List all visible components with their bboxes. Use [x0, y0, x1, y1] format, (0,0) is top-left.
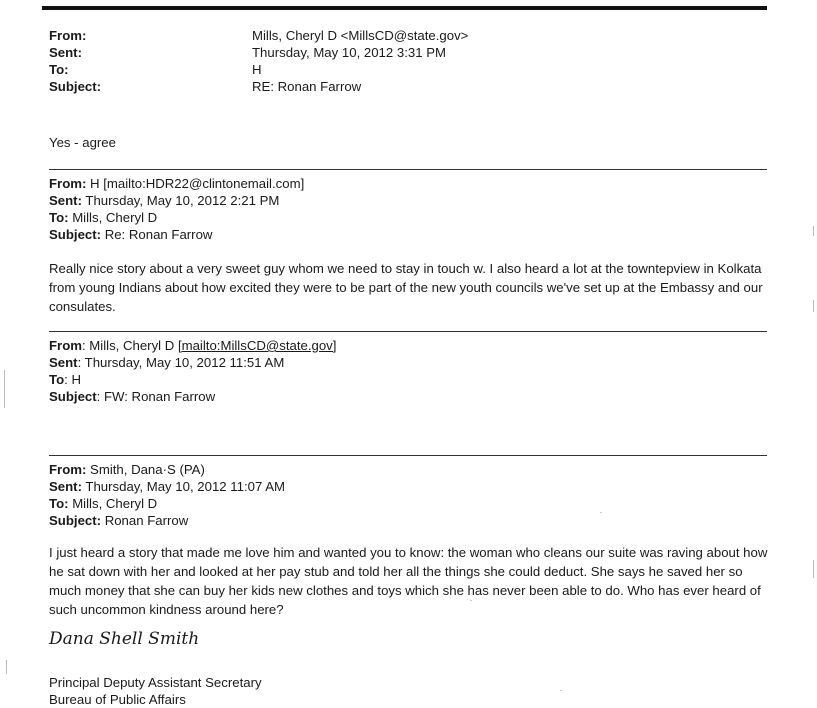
msg2-from-label: From:: [49, 176, 87, 191]
to-value: H: [252, 62, 262, 77]
scan-speck-2: [600, 512, 602, 513]
msg3-to-value: : H: [64, 372, 81, 387]
sent-label: Sent:: [49, 45, 82, 60]
message-2-body: Really nice story about a very sweet guy whom we need to stay in touch w. I also heard a lot at the towntерview in Kolkata from young Indians about how excited they were to be part of the new youth councils we've set up at the Embassy and our consulates.: [49, 261, 763, 314]
signature-title: Principal Deputy Assistant Secretary: [49, 675, 262, 690]
msg2-subject-value: Re: Ronan Farrow: [101, 227, 213, 242]
scan-mark-right-1: [813, 226, 814, 236]
scan-mark-right-2: [813, 300, 814, 312]
email-header: [49, 27, 749, 95]
header-from-row: [49, 27, 749, 44]
msg3-from-link[interactable]: [mailto:MillsCD@state.gov]: [177, 338, 337, 353]
subject-value: RE: Ronan Farrow: [252, 79, 362, 94]
msg3-to-label: To: [49, 372, 65, 387]
msg2-to-label: To:: [49, 210, 69, 225]
msg4-subject-label: Subject:: [49, 513, 102, 528]
scan-speck-1: [560, 690, 562, 691]
msg3-from-label: From: [49, 338, 82, 353]
message-4-body: I just heard a story that made me love him and wanted you to know: the woman who cleans our suite was raving about how he sat down with her and looked at her pay stub and told her all the things she could deduct. She says he saved her so much money that she can buy her kids new clothes and toys which she has never been able to do. Who has ever heard of such uncommon kindness around here?: [49, 545, 768, 617]
msg4-to-label: To:: [49, 496, 69, 511]
msg3-sent-label: Sent: [49, 355, 78, 370]
scan-speck-3: [470, 600, 472, 601]
message-3-header: [49, 337, 769, 405]
scan-mark-right-3: [813, 560, 814, 578]
scan-mark-left: [4, 370, 5, 408]
top-rule: [42, 6, 767, 10]
from-value: Mills, Cheryl D <MillsCD@state.gov>: [252, 28, 469, 43]
msg2-to-value: Mills, Cheryl D: [68, 210, 158, 225]
signature-bureau: Bureau of Public Affairs: [49, 692, 186, 707]
msg2-subject-label: Subject:: [49, 227, 102, 242]
msg3-subject-label: Subject: [49, 389, 97, 404]
message-4-header: [49, 461, 769, 529]
header-sent-row: [49, 44, 749, 61]
reply-body: Yes - agree: [49, 135, 116, 150]
from-label: From:: [49, 28, 87, 43]
msg3-from-value: : Mills, Cheryl D: [81, 338, 178, 353]
msg3-sent-value: : Thursday, May 10, 2012 11:51 AM: [77, 355, 285, 370]
header-subject-row: [49, 78, 749, 95]
msg2-sent-value: Thursday, May 10, 2012 2:21 PM: [81, 193, 280, 208]
divider-3: [49, 455, 767, 456]
subject-label: Subject:: [49, 79, 102, 94]
msg4-subject-value: Ronan Farrow: [101, 513, 189, 528]
sent-value: Thursday, May 10, 2012 3:31 PM: [252, 45, 447, 60]
divider-2: [49, 331, 767, 332]
msg4-from-value: Smith, Dana·S (PA): [86, 462, 205, 477]
msg2-from-value: H [mailto:HDR22@clintonemail.com]: [86, 176, 305, 191]
to-label: To:: [49, 62, 69, 77]
msg3-subject-value: : FW: Ronan Farrow: [96, 389, 216, 404]
message-2-header: [49, 175, 769, 243]
signature-name: Dana Shell Smith: [49, 629, 200, 649]
scan-mark-left-2: [6, 660, 7, 674]
msg2-sent-label: Sent:: [49, 193, 82, 208]
msg4-to-value: Mills, Cheryl D: [68, 496, 158, 511]
msg4-sent-value: Thursday, May 10, 2012 11:07 AM: [81, 479, 286, 494]
msg4-sent-label: Sent:: [49, 479, 82, 494]
msg4-from-label: From:: [49, 462, 87, 477]
header-to-row: [49, 61, 749, 78]
divider-1: [49, 169, 767, 170]
